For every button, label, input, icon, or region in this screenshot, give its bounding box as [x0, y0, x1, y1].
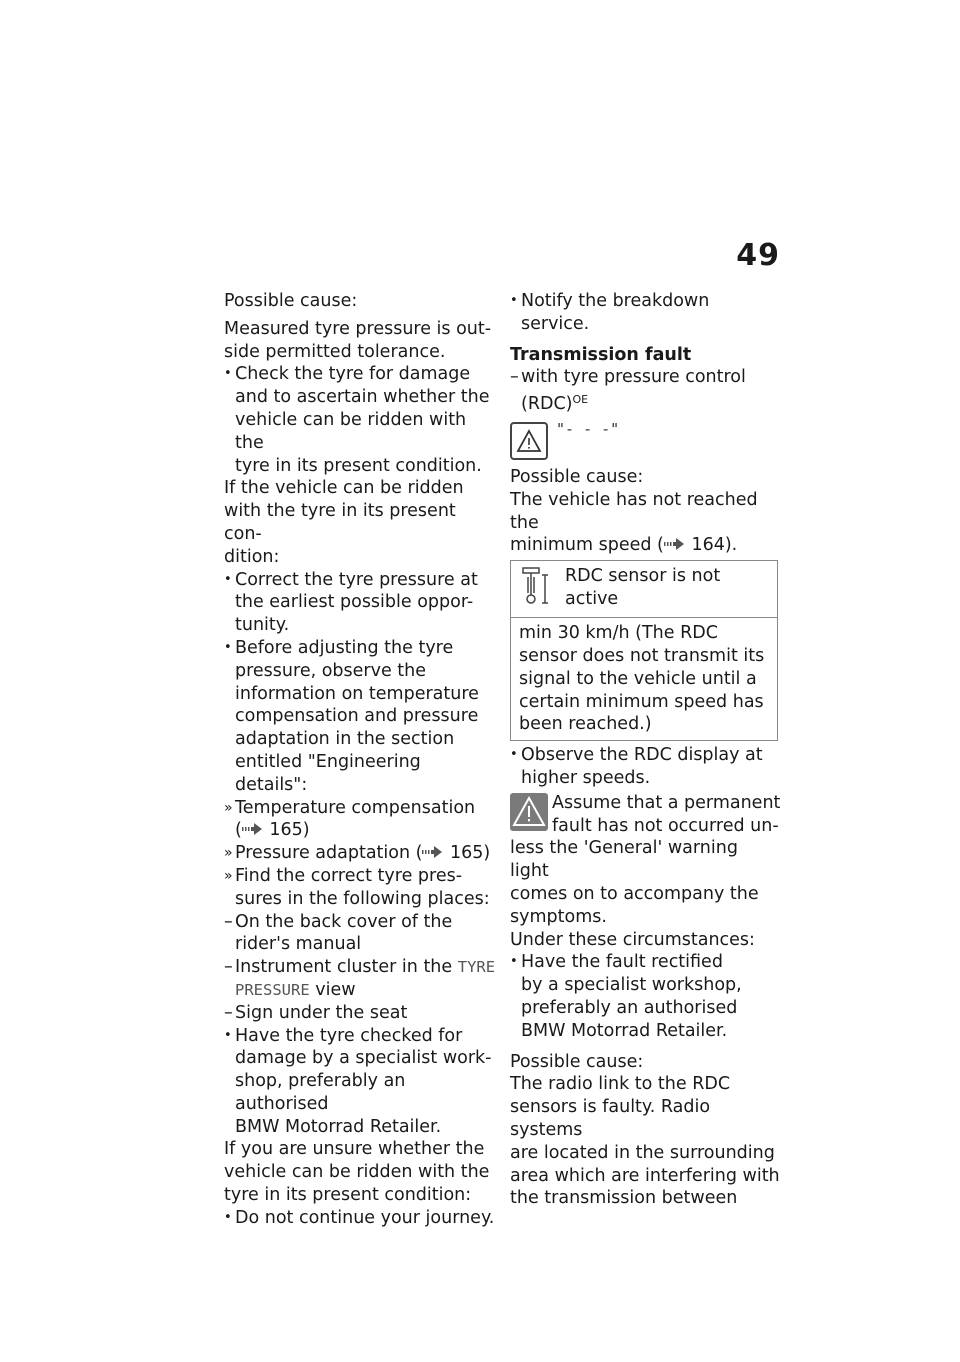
text-line: sures in the following places:	[235, 888, 490, 909]
text-line: with tyre pressure control	[521, 367, 746, 388]
text-line: adaptation in the section	[235, 729, 455, 750]
bullet-icon: •	[224, 366, 232, 382]
page-reference-link[interactable]: 165)	[269, 820, 310, 841]
paragraph: Under these circumstances:	[510, 929, 755, 950]
text-line: If the vehicle can be ridden	[224, 478, 464, 499]
rdc-info-table	[510, 560, 778, 741]
page-number: 49	[736, 238, 780, 273]
chevrons-icon: »	[224, 845, 233, 862]
text-line: vehicle can be ridden with the	[235, 409, 467, 453]
text-line: damage by a specialist work-	[235, 1048, 492, 1069]
text-line: Before adjusting the tyre	[235, 637, 454, 658]
text-line: comes on to accompany the	[510, 883, 759, 904]
text-line: Have the fault rectified	[521, 952, 723, 973]
text-line: Correct the tyre pressure at	[235, 569, 478, 590]
right-column	[510, 290, 782, 1210]
cause-text	[510, 489, 782, 557]
text-line: sensor does not transmit its	[519, 645, 765, 666]
rdc-table-body-cell	[511, 618, 778, 741]
text-line: tyre in its present condition.	[235, 455, 482, 476]
text-line: The radio link to the RDC	[510, 1074, 731, 1095]
possible-cause-label: Possible cause:	[510, 1051, 644, 1072]
text-line: area which are interfering with	[510, 1165, 780, 1186]
list-item	[224, 363, 496, 477]
bullet-icon: •	[510, 954, 518, 970]
possible-cause-label: Possible cause:	[510, 466, 644, 487]
possible-cause-label: Possible cause:	[224, 291, 358, 311]
text-line: side permitted tolerance.	[224, 341, 446, 362]
text-line: tunity.	[235, 615, 290, 636]
text-line: Check the tyre for damage	[235, 364, 471, 385]
list-item	[510, 744, 782, 790]
reference-item: » Temperature compensation ( 165)	[224, 797, 476, 841]
text-line: Notify the breakdown service.	[521, 291, 710, 334]
list-item	[224, 1025, 496, 1139]
text-line: Measured tyre pressure is out-	[224, 318, 492, 339]
rdc-table-header-cell	[511, 561, 778, 618]
dash-icon: –	[224, 957, 233, 978]
display-value: "- - -"	[556, 419, 620, 438]
text-line: higher speeds.	[521, 767, 651, 788]
text-line: and to ascertain whether the	[235, 387, 490, 408]
bullet-icon: •	[224, 639, 232, 655]
text-line: the transmission between	[510, 1188, 738, 1209]
reference-item	[224, 842, 496, 865]
bullet-icon: •	[224, 1209, 232, 1225]
text-line: Do not continue your journey.	[235, 1207, 495, 1228]
warning-triangle-svg	[516, 429, 542, 453]
list-item	[510, 290, 782, 336]
text-line: compensation and pressure	[235, 706, 479, 727]
text-line: with the tyre in its present con-	[224, 501, 456, 544]
reference-arrow-icon	[242, 822, 264, 836]
paragraph	[224, 477, 496, 568]
text-line: Assume that a permanent	[552, 792, 781, 813]
text-line: fault has not occurred un-	[552, 815, 779, 836]
text-line: are located in the surrounding	[510, 1142, 775, 1163]
text-line: Instrument cluster in the	[235, 957, 458, 978]
text-line: min 30 km/h (The RDC	[519, 623, 718, 644]
text-line: dition:	[224, 546, 280, 567]
chevrons-icon: »	[224, 867, 233, 884]
text-line: Temperature compensation	[235, 797, 476, 818]
text-line: Find the correct tyre pres-	[235, 865, 463, 886]
dash-icon: –	[224, 911, 233, 932]
page-reference-link[interactable]: 164).	[691, 535, 738, 556]
page-reference-link[interactable]: 165)	[450, 843, 491, 864]
reference-arrow-icon	[664, 537, 686, 551]
text-line: certain minimum speed has	[519, 691, 764, 712]
text-line: BMW Motorrad Retailer.	[521, 1020, 728, 1041]
text-line: Pressure adaptation (	[235, 843, 423, 864]
text-line: On the back cover of the	[235, 911, 453, 932]
text-line: vehicle can be ridden with the	[224, 1162, 490, 1183]
cause-text	[510, 1073, 782, 1210]
text-line: symptoms.	[510, 906, 607, 927]
dash-icon: –	[510, 367, 519, 388]
oe-superscript: OE	[572, 393, 589, 407]
left-column	[224, 290, 496, 1230]
list-item	[510, 951, 782, 1042]
hazard-note	[510, 792, 782, 929]
hazard-triangle-icon	[510, 793, 548, 831]
list-item	[224, 637, 496, 797]
bullet-icon: •	[510, 747, 518, 763]
text-line: shop, preferably an authorised	[235, 1071, 406, 1114]
cause-text	[224, 318, 496, 364]
text-line: Sign under the seat	[235, 1002, 408, 1023]
text-line: view	[309, 979, 356, 1000]
warning-triangle-icon	[510, 422, 548, 460]
list-item	[224, 1207, 496, 1230]
text-line: entitled "Engineering details":	[235, 751, 421, 795]
rdc-table-title: RDC sensor is not active	[565, 566, 721, 609]
dash-item	[224, 1002, 496, 1025]
display-term: PRESSURE	[235, 980, 310, 999]
dash-item	[224, 911, 496, 957]
dash-item	[224, 956, 496, 1002]
text-line: signal to the vehicle until a	[519, 668, 757, 689]
bullet-icon: •	[224, 571, 232, 587]
bullet-icon: •	[510, 293, 518, 308]
text-line: information on temperature	[235, 683, 479, 704]
text-line: pressure, observe the	[235, 660, 427, 681]
list-item	[224, 569, 496, 637]
display-term: TYRE	[457, 958, 496, 977]
text-line: If you are unsure whether the	[224, 1139, 485, 1160]
section-heading: Transmission fault	[510, 344, 692, 365]
paragraph	[224, 1138, 496, 1206]
text-line: Have the tyre checked for	[235, 1025, 463, 1046]
text-line: by a specialist workshop,	[521, 975, 742, 996]
text-line: minimum speed (	[510, 535, 664, 556]
text-line: (RDC)	[521, 394, 573, 415]
text-line: tyre in its present condition:	[224, 1185, 472, 1206]
text-line: BMW Motorrad Retailer.	[235, 1116, 442, 1137]
chevrons-icon: »	[224, 799, 233, 816]
dash-icon: –	[224, 1002, 233, 1023]
text-line: rider's manual	[235, 934, 362, 955]
warning-display-row	[510, 419, 782, 460]
bullet-icon: •	[224, 1027, 232, 1043]
text-line: been reached.)	[519, 714, 652, 735]
reference-item	[224, 865, 496, 911]
text-line: Observe the RDC display at	[521, 745, 763, 766]
text-line: preferably an authorised	[521, 997, 738, 1018]
reference-arrow-icon	[422, 845, 444, 859]
text-line: the earliest possible oppor-	[235, 592, 474, 613]
text-line: sensors is faulty. Radio systems	[510, 1097, 711, 1140]
tyre-pressure-gauge-icon	[519, 565, 551, 607]
text-line: less the 'General' warning light	[510, 838, 738, 882]
text-line: The vehicle has not reached the	[510, 489, 758, 533]
dash-item	[510, 366, 782, 416]
